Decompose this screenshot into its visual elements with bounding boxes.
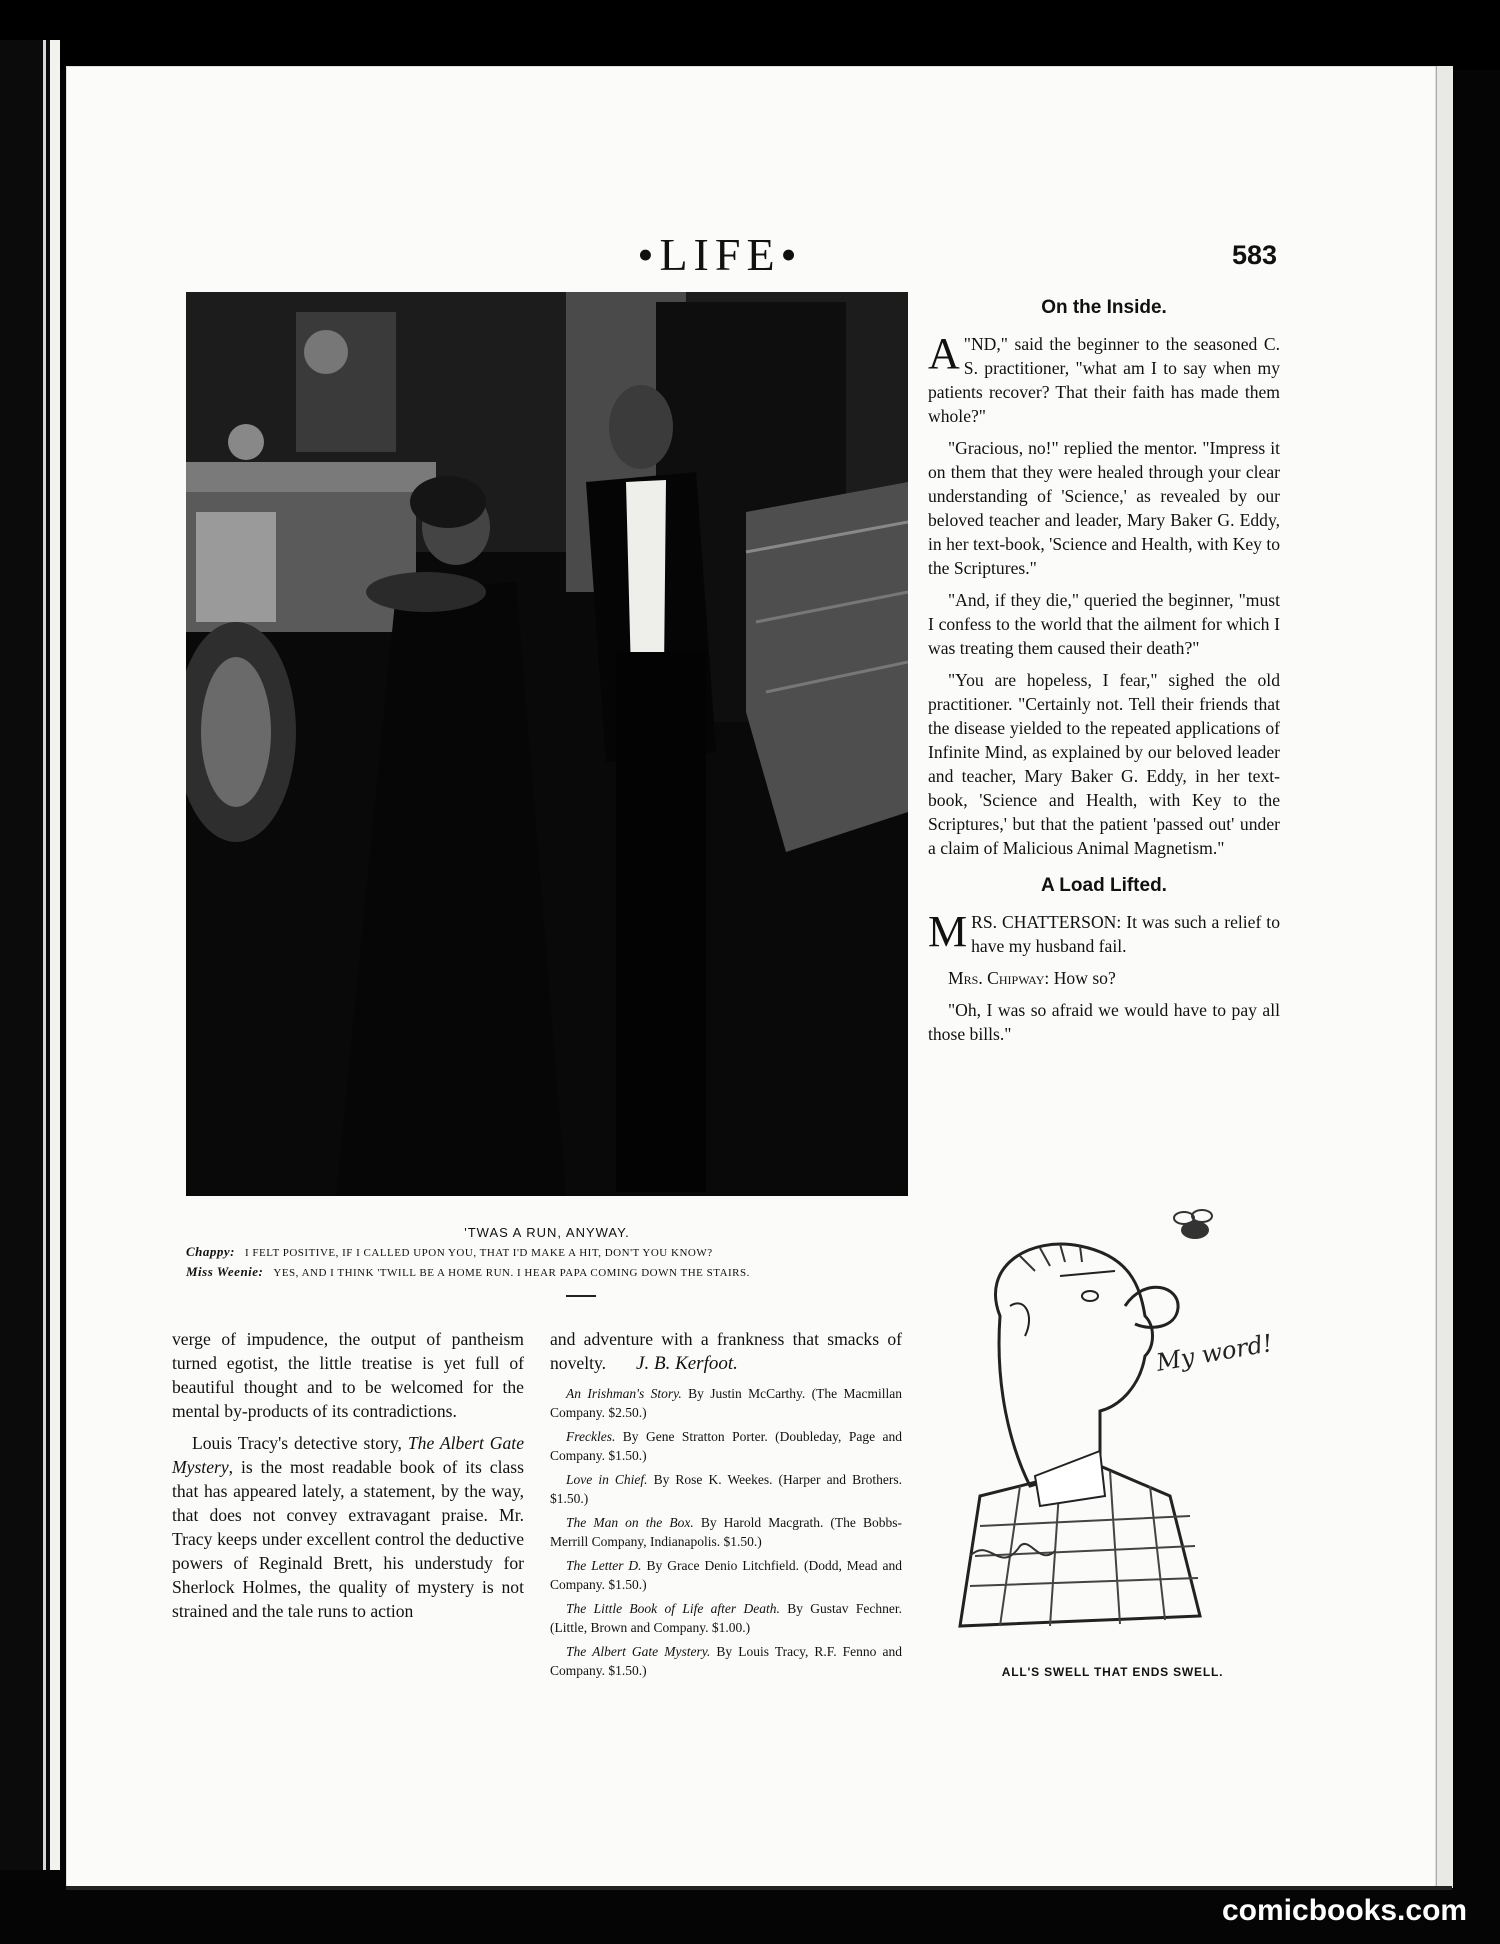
list-item: Freckles. By Gene Stratton Porter. (Doubleday, Page and Company. $1.50.) xyxy=(550,1429,902,1463)
list-item: The Albert Gate Mystery. By Louis Tracy, R.F. Fenno and Company. $1.50.) xyxy=(550,1644,902,1678)
masthead-title: •LIFE• xyxy=(637,229,803,280)
review-paragraph: verge of impudence, the output of pantheism turned egotist, the little treatise is yet full of beautiful thought and to be welcomed for the mental by-products of its contradictions. xyxy=(172,1329,524,1421)
article-paragraph: "Gracious, no!" replied the mentor. "Impress it on them that they were healed through your clear understanding of 'Science,' as revealed by our beloved teacher and leader, Mary Baker G. Eddy, in her text-book, 'Science and Health, with Key to the Scriptures." xyxy=(928,438,1281,578)
review-continuation: and adventure with a frankness that smacks of novelty. J. B. Kerfoot. xyxy=(550,1329,902,1374)
article-paragraph: MRS. CHATTERSON: It was such a relief to have my husband fail. xyxy=(928,907,1280,956)
page-bottom-edge xyxy=(66,1886,1452,1890)
article-paragraph: "Oh, I was so afraid we would have to pay all those bills." xyxy=(928,1000,1280,1044)
list-item: An Irishman's Story. By Justin McCarthy. (The Macmillan Company. $2.50.) xyxy=(550,1386,902,1420)
review-column-middle xyxy=(550,1327,902,1685)
cartoon-illustration xyxy=(940,1196,1285,1636)
article-heading: A Load Lifted. xyxy=(1041,875,1167,896)
list-item: The Man on the Box. By Harold Macgrath. (The Bobbs-Merrill Company, Indianapolis. $1.50.) xyxy=(550,1515,902,1549)
caption-text: YES, AND I THINK 'TWILL BE A HOME RUN. I HEAR PAPA COMING DOWN THE STAIRS. xyxy=(273,1267,750,1279)
parlor-illustration xyxy=(186,292,908,1196)
article-paragraph: "And, if they die," queried the beginner, "must I confess to the world that the ailment for which I was treating them caused their death?" xyxy=(928,590,1280,658)
article-paragraph: " A ND," said the beginner to the seasoned C. S. practitioner, "what am I to say when my patients recover? That their faith has made them whole?" xyxy=(928,329,1280,426)
book-title: The Albert Gate Mystery xyxy=(172,1433,524,1477)
cartoon-speech: My word! xyxy=(1154,1328,1275,1377)
cartoon-caption: ALL'S SWELL THAT ENDS SWELL. xyxy=(1001,1665,1224,1679)
joke-column-right xyxy=(928,296,1280,1054)
scan-left-border xyxy=(0,40,60,1870)
caption-line-chappy xyxy=(186,1244,713,1260)
watermark-logo: comicbooks.com xyxy=(1222,1894,1468,1927)
review-paragraph: Louis Tracy's detective story, The Albert Gate Mystery, is the most readable book of its class that has appeared lately, a statement, by the way, that does not convey extravagant praise. Mr. Tracy keeps under excellent control the deductive powers of Reginald Brett, his understudy for Sherlock Holmes, the quality of mystery is not strained and the tale runs to action xyxy=(172,1433,524,1621)
section-rule xyxy=(566,1295,596,1297)
list-item: Love in Chief. By Rose K. Weekes. (Harper and Brothers. $1.50.) xyxy=(550,1472,902,1506)
caption-speaker: Chappy: xyxy=(186,1244,235,1259)
article-heading: On the Inside. xyxy=(1041,297,1167,318)
illustration-caption-title: 'TWAS A RUN, ANYWAY. xyxy=(464,1225,630,1240)
scan-top-border xyxy=(0,0,1500,70)
book-list xyxy=(550,1384,902,1680)
drop-cap: A xyxy=(928,329,960,378)
review-column-left xyxy=(172,1327,524,1631)
page-number: 583 xyxy=(1232,240,1278,270)
caption-line-weenie xyxy=(186,1264,750,1280)
article-paragraph: "You are hopeless, I fear," sighed the old practitioner. "Certainly not. Tell their friends that the disease yielded to the repeated applications of Infinite Mind, as explained by our beloved leader and teacher, Mary Baker G. Eddy, in her text-book, 'Science and Health, with Key to the Scriptures,' but that the patient 'passed out' under a claim of Malicious Animal Magnetism." xyxy=(928,670,1280,858)
caption-text: I FELT POSITIVE, IF I CALLED UPON YOU, THAT I'D MAKE A HIT, DON'T YOU KNOW? xyxy=(245,1247,713,1259)
page-right-edge xyxy=(1436,66,1453,1888)
drop-cap: M xyxy=(928,907,968,956)
article-paragraph: Mrs. Chipway: How so? xyxy=(948,968,1116,988)
list-item: The Little Book of Life after Death. By Gustav Fechner. (Little, Brown and Company. $1.00.) xyxy=(550,1601,902,1635)
review-signature: J. B. Kerfoot. xyxy=(636,1353,738,1374)
caption-speaker: Miss Weenie: xyxy=(186,1264,264,1279)
list-item: The Letter D. By Grace Denio Litchfield. (Dodd, Mead and Company. $1.50.) xyxy=(550,1558,903,1592)
